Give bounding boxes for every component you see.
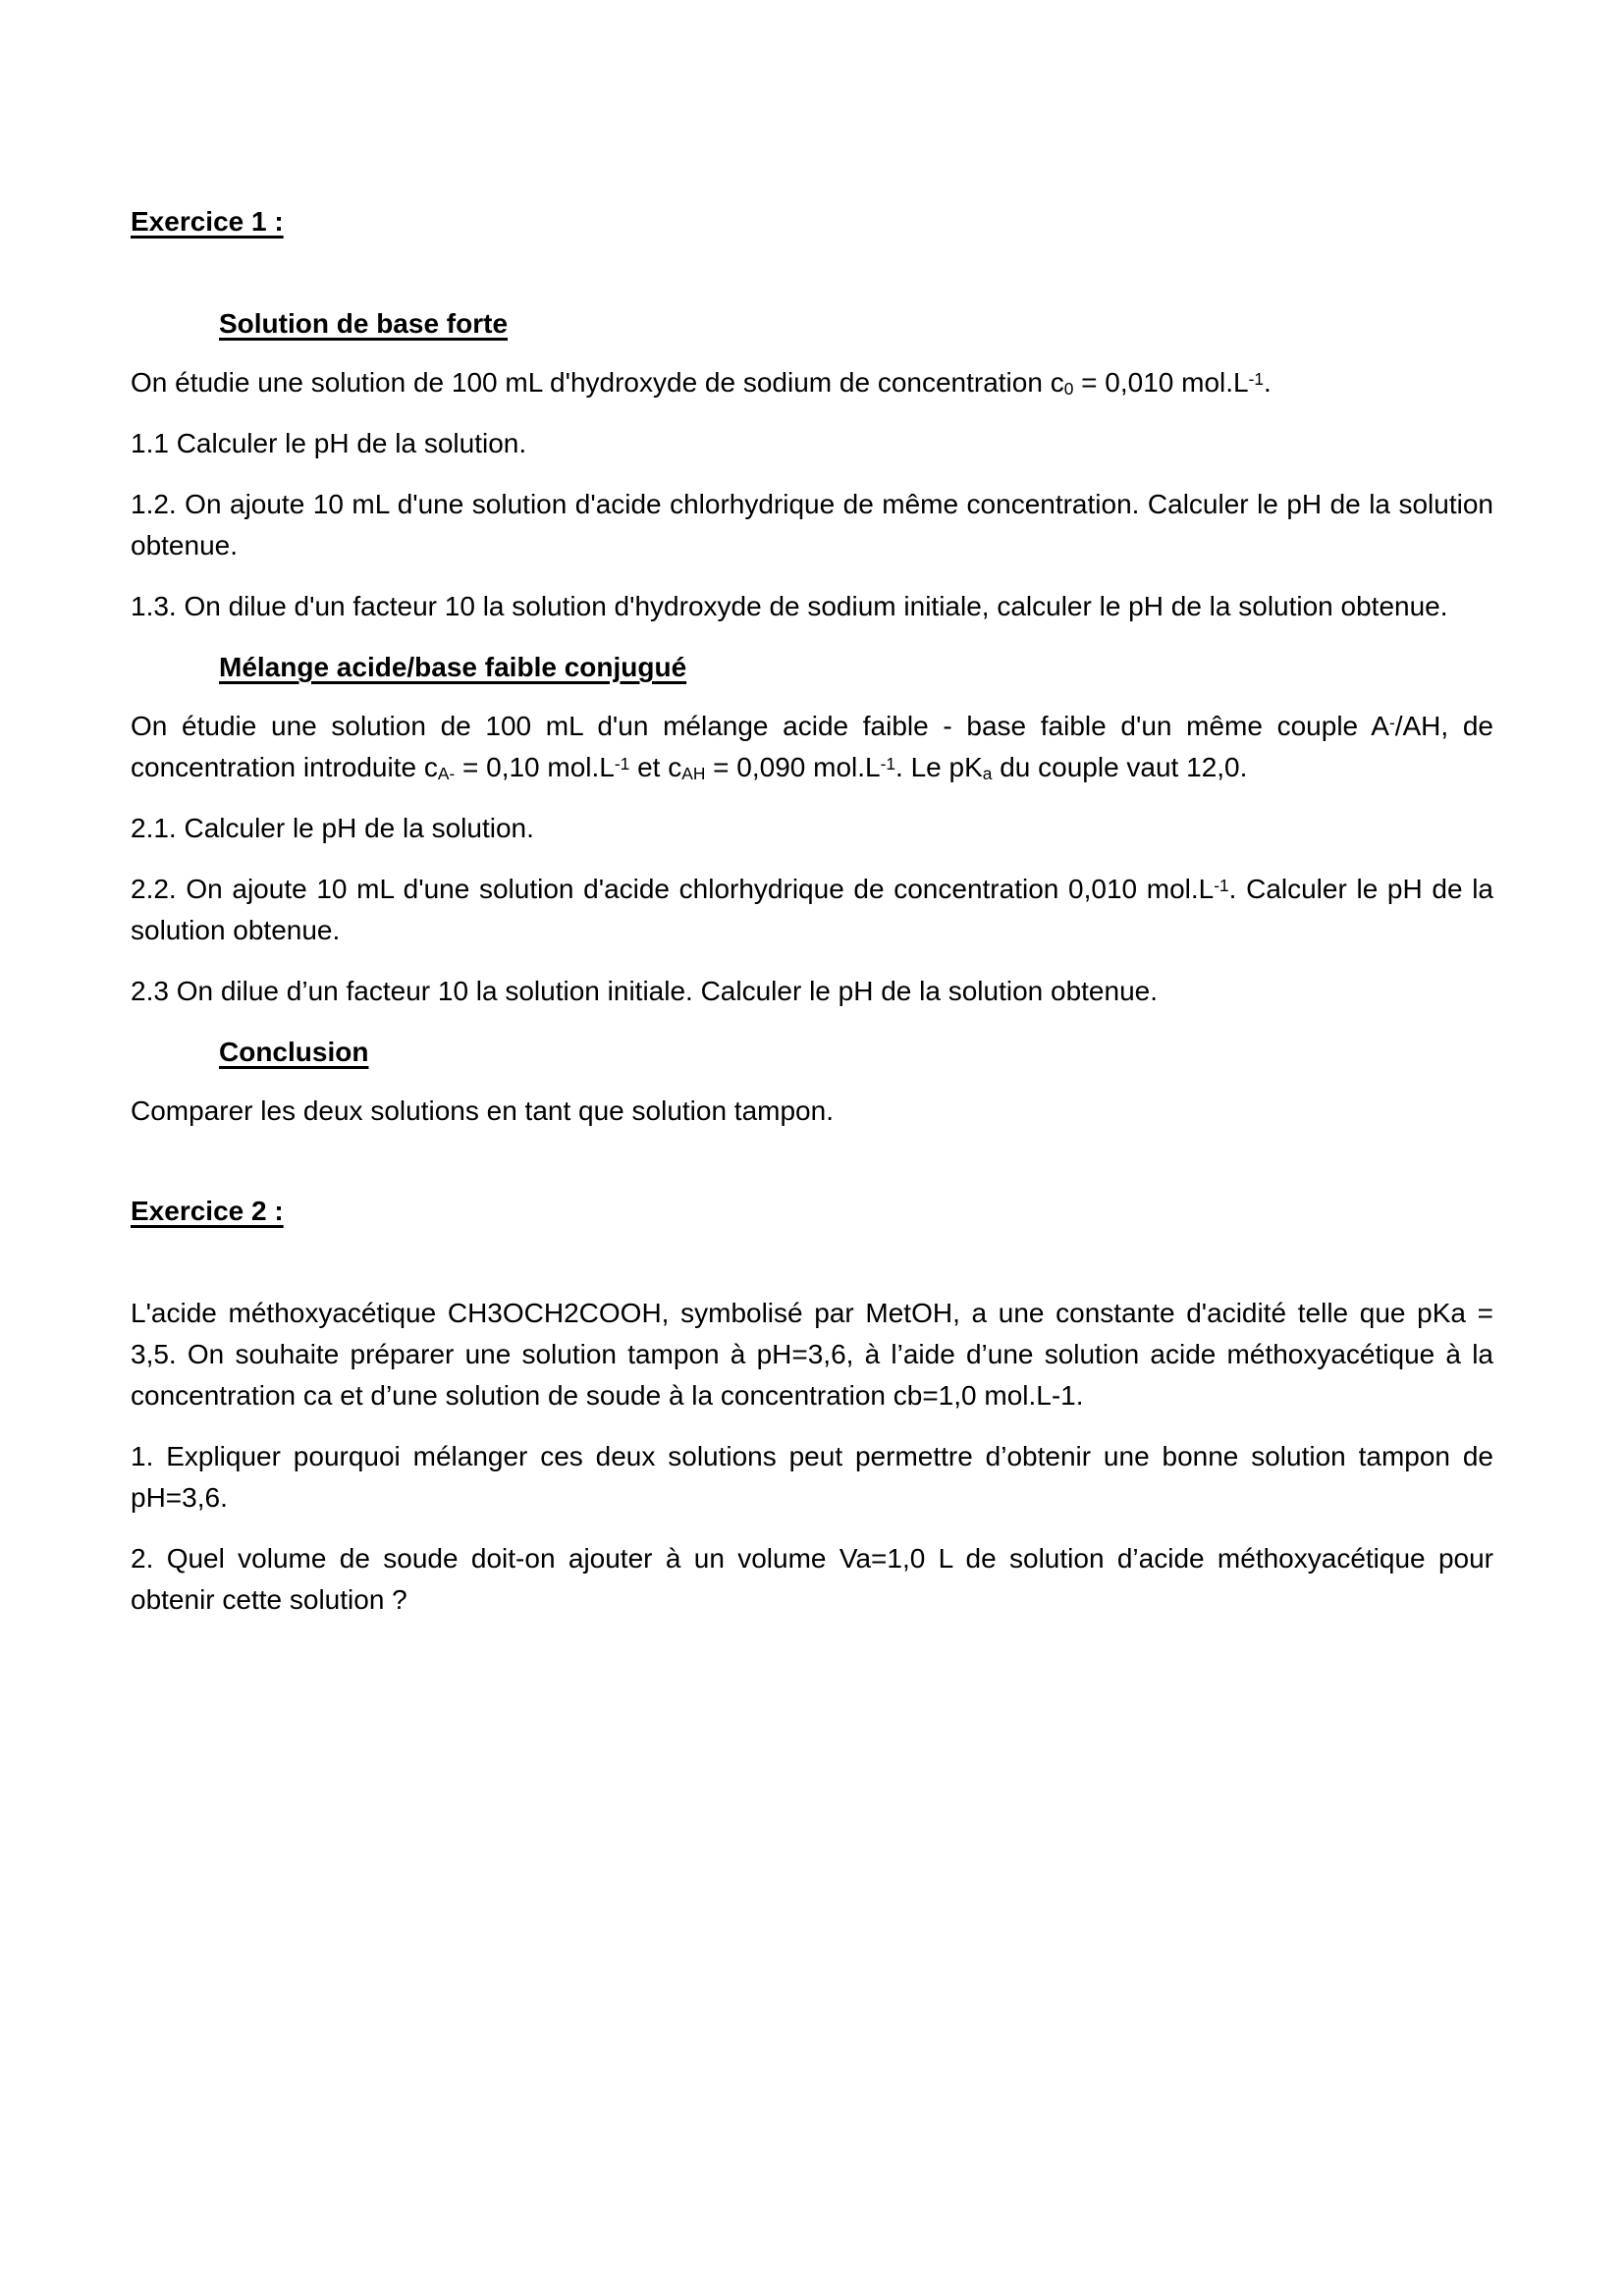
section-heading-melange: Mélange acide/base faible conjugué <box>219 652 687 682</box>
question-2-3: 2.3 On dilue d’un facteur 10 la solution initiale. Calculer le pH de la solution obtenue. <box>131 976 1158 1006</box>
exercise1-title: Exercice 1 : <box>131 206 284 237</box>
question-ex2-2: 2. Quel volume de soude doit-on ajouter à un volume Va=1,0 L de solution d’acide méthoxyacétique pour obtenir cette solution ? <box>131 1543 1493 1615</box>
question-1-3: 1.3. On dilue d'un facteur 10 la solution d'hydroxyde de sodium initiale, calculer le pH de la solution obtenue. <box>131 591 1448 621</box>
section-heading-conclusion: Conclusion <box>219 1037 369 1067</box>
section-heading-base-forte: Solution de base forte <box>219 308 509 339</box>
question-1-1: 1.1 Calculer le pH de la solution. <box>131 428 527 458</box>
paragraph-conclusion: Comparer les deux solutions en tant que solution tampon. <box>131 1095 834 1126</box>
paragraph-melange-intro: On étudie une solution de 100 mL d'un mélange acide faible - base faible d'un même couple A-/AH, de concentration introduite $c_{A-} = 0,10$ $mol.L^{-1}$ et $c_{AH} = 0,090$ $mol.L^{-1}$. Le $pK_a$ du couple vaut 12,0. <box>131 711 1493 784</box>
paragraph-base-forte-intro: On étudie une solution de 100 mL d'hydroxyde de sodium de concentration $c_0 = 0,010$ $mol.L^{-1}$. <box>131 367 1272 400</box>
question-2-1: 2.1. Calculer le pH de la solution. <box>131 813 534 843</box>
question-1-2: 1.2. On ajoute 10 mL d'une solution d'acide chlorhydrique de même concentration. Calculer le pH de la solution obtenue. <box>131 489 1493 561</box>
paragraph-exercise2-intro: L'acide méthoxyacétique CH3OCH2COOH, symbolisé par MetOH, a une constante d'acidité telle que pKa = 3,5. On souhaite préparer une solution tampon à pH=3,6, à l’aide d’une solution acide méthoxyacétique à la concentration ca et d’une solution de soude à la concentration cb=1,0 mol.L-1. <box>131 1298 1493 1411</box>
question-2-2: 2.2. On ajoute 10 mL d'une solution d'acide chlorhydrique de concentration 0,010 $mol.L^{-1}$. Calculer le pH de la solution obtenue. <box>131 874 1493 945</box>
exercise2-title: Exercice 2 : <box>131 1196 284 1226</box>
question-ex2-1: 1. Expliquer pourquoi mélanger ces deux solutions peut permettre d’obtenir une bonne solution tampon de pH=3,6. <box>131 1441 1493 1513</box>
